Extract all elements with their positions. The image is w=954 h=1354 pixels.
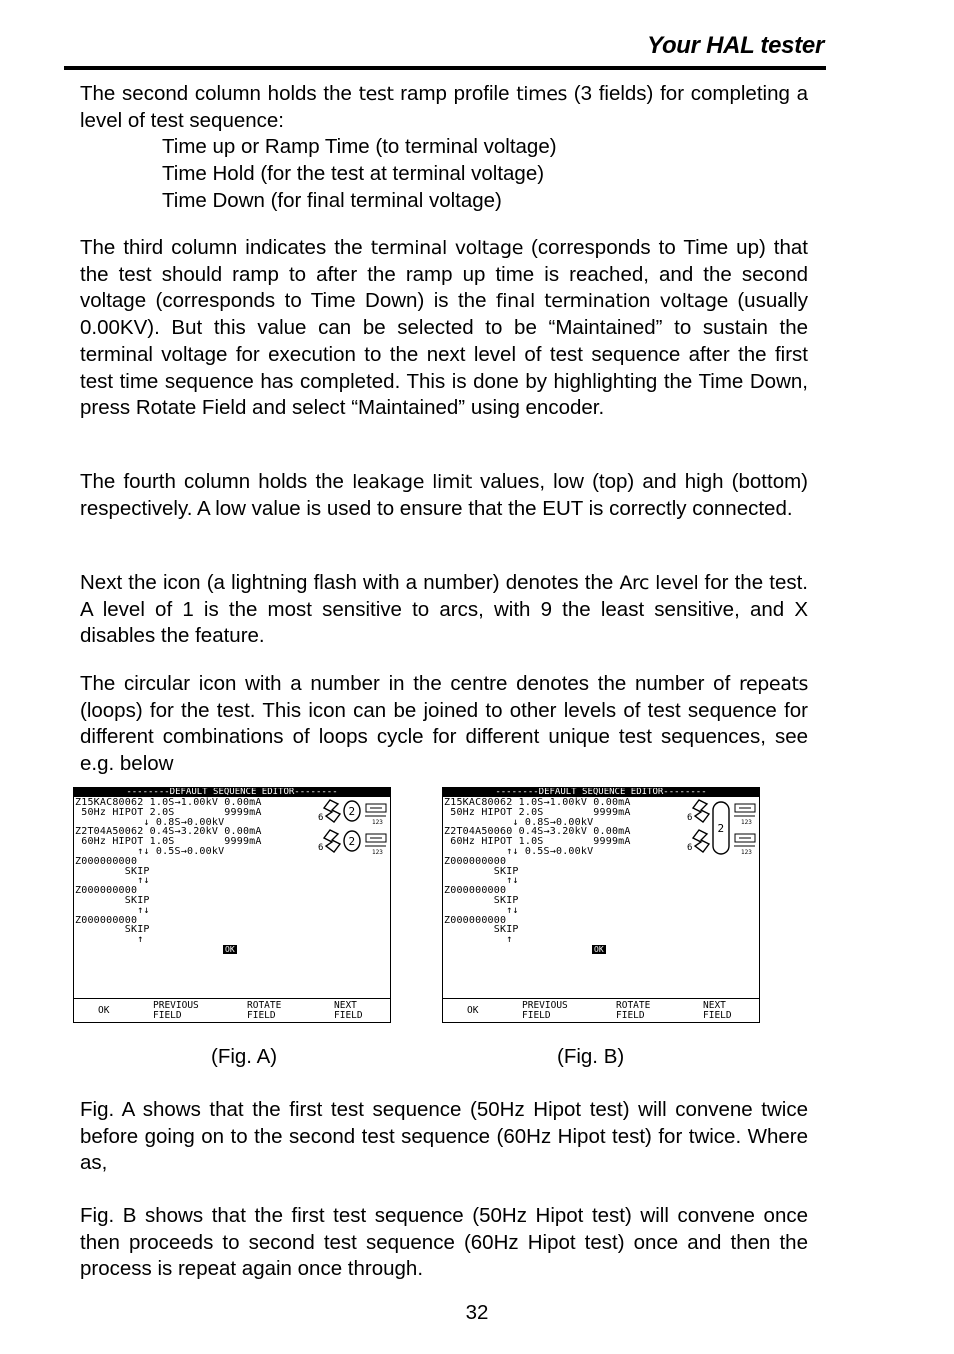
paragraph-fig-a-explanation: Fig. A shows that the first test sequence (50Hz Hipot test) will convene twice before going on to the second test sequence (60Hz Hipot test) for twice. Where as, xyxy=(80,1098,808,1175)
keyword-times: times xyxy=(516,83,568,105)
softkey-next-field[interactable]: NEXT FIELD xyxy=(703,1000,732,1021)
repeat-count-label: 2 xyxy=(717,822,725,835)
sequence-line: ↑↓ xyxy=(444,875,519,887)
header-title: Your HAL tester xyxy=(647,32,824,59)
paragraph-terminal-voltage: The third column indicates the terminal voltage (corresponds to Time up) that the test should ramp to after the ramp up time is reached, and the second voltage (corresponds to Time Down) is the final termination voltage (usually 0.00KV). But this value can be selected to be “Maintained” to sustain the terminal voltage for execution to the next level of test sequence after the first test time sequence has completed. This is done by highlighting the Time Down, press Rotate Field and select “Maintained” using encoder. xyxy=(80,236,808,420)
repeat-count-label: 2 xyxy=(348,805,356,818)
keyword-terminal-voltage: terminal voltage xyxy=(370,237,524,259)
connection-icon xyxy=(365,834,386,856)
keyword-final-termination-voltage: final termination voltage xyxy=(495,290,728,313)
sequence-editor-screen-fig-b xyxy=(442,787,760,1023)
ok-badge[interactable]: OK xyxy=(225,945,235,954)
keyword-repeats: repeats xyxy=(738,673,808,695)
figure-caption-b: (Fig. B) xyxy=(557,1045,625,1068)
svg-text:123: 123 xyxy=(741,849,752,856)
sequence-line: Z2T04A50060 0.4S→3.20kV 0.00mA xyxy=(444,826,631,838)
lightning-arc-icon xyxy=(318,800,340,823)
sequence-line: SKIP xyxy=(75,865,150,877)
sequence-line: 60Hz HIPOT 1.0S 9999mA xyxy=(75,836,262,848)
paragraph-leakage-limit: The fourth column holds the leakage limit values, low (top) and high (bottom) respectively. A low value is used to ensure that the EUT is correctly connected. xyxy=(80,470,808,520)
sequence-line: SKIP xyxy=(444,895,519,906)
svg-text:123: 123 xyxy=(372,819,383,826)
sequence-line: ↑↓ 0.5S→0.00kV xyxy=(75,846,225,857)
arc-level-label: 6 xyxy=(318,843,324,853)
sequence-line: Z15KAC80062 1.0S→1.00kV 0.00mA xyxy=(444,797,631,808)
paragraph-repeats: The circular icon with a number in the centre denotes the number of repeats (loops) for the test. This icon can be joined to other levels of test sequence for different combinations of loops cycle for different unique test sequences, see e.g. below xyxy=(80,672,808,776)
ok-badge[interactable]: OK xyxy=(594,945,604,954)
paragraph-fig-b-explanation: Fig. B shows that the first test sequence (50Hz Hipot test) will convene once then proceeds to second test sequence (60Hz Hipot test) once and then the process is repeat again once through. xyxy=(80,1204,808,1281)
sequence-line: ↑↓ xyxy=(75,904,150,916)
arc-level-label: 6 xyxy=(318,813,324,823)
sequence-line: ↓ 0.8S→0.00kV xyxy=(75,816,225,828)
softkey-bar xyxy=(443,998,759,1022)
softkey-previous-field[interactable]: PREVIOUS FIELD xyxy=(522,1000,568,1021)
sequence-line: ↑↓ xyxy=(75,875,150,887)
sequence-line: Z000000000 xyxy=(75,885,138,897)
sequence-line: SKIP xyxy=(444,924,519,936)
page-header xyxy=(64,28,826,70)
joined-repeat-loop-icon xyxy=(713,802,729,854)
connection-icon xyxy=(734,834,755,856)
softkey-rotate-field[interactable]: ROTATE FIELD xyxy=(247,1000,282,1021)
sequence-line: ↓ 0.8S→0.00kV xyxy=(444,816,594,828)
sequence-line: SKIP xyxy=(75,924,150,936)
repeat-count-label: 2 xyxy=(348,835,356,848)
keyword-arc-level: Arc level xyxy=(619,572,699,594)
svg-text:123: 123 xyxy=(741,819,752,826)
lightning-arc-icon xyxy=(687,800,709,823)
sequence-editor-screen-fig-a xyxy=(73,787,391,1023)
sequence-line: Z000000000 xyxy=(444,885,507,897)
connection-icon xyxy=(734,804,755,826)
paragraph-arc-level: Next the icon (a lightning flash with a number) denotes the Arc level for the test. A level of 1 is the most sensitive to arcs, with 9 the least sensitive, and X disables the feature. xyxy=(80,571,808,648)
softkey-next-field[interactable]: NEXT FIELD xyxy=(334,1000,363,1021)
keyword-leakage-limit: leakage limit xyxy=(352,471,472,493)
list-item: Time Down (for final terminal voltage) xyxy=(162,189,502,212)
lightning-arc-icon xyxy=(318,830,340,853)
repeat-loop-icon xyxy=(344,831,360,851)
list-item: Time Hold (for the test at terminal voltage) xyxy=(162,162,545,185)
softkey-bar xyxy=(74,998,390,1022)
sequence-line: Z000000000 xyxy=(75,914,138,926)
sequence-line: ↑↓ xyxy=(444,904,519,916)
softkey-ok[interactable]: OK xyxy=(98,1005,110,1016)
sequence-line: Z000000000 xyxy=(75,855,138,867)
screen-title: --------DEFAULT SEQUENCE EDITOR-------- xyxy=(74,788,390,797)
figure-caption-a: (Fig. A) xyxy=(211,1045,278,1068)
sequence-line: ↑↓ 0.5S→0.00kV xyxy=(444,846,594,857)
sequence-line: SKIP xyxy=(75,895,150,906)
svg-text:123: 123 xyxy=(372,849,383,856)
softkey-ok[interactable]: OK xyxy=(467,1005,479,1016)
paragraph-test-times: The second column holds the test ramp profile times (3 fields) for completing a level of test sequence: xyxy=(80,82,808,132)
repeat-loop-icon xyxy=(344,801,360,821)
page-number: 32 xyxy=(465,1301,489,1324)
sequence-line: ↑ xyxy=(75,934,144,946)
keyword-test: test xyxy=(358,83,394,105)
sequence-line: 60Hz HIPOT 1.0S 9999mA xyxy=(444,836,631,848)
lightning-arc-icon xyxy=(687,830,709,853)
sequence-line: SKIP xyxy=(444,865,519,877)
sequence-line: 50Hz HIPOT 2.0S 9999mA xyxy=(444,806,631,818)
connection-icon xyxy=(365,804,386,826)
arc-level-label: 6 xyxy=(687,843,693,853)
softkey-previous-field[interactable]: PREVIOUS FIELD xyxy=(153,1000,199,1021)
sequence-line: Z000000000 xyxy=(444,914,507,926)
softkey-rotate-field[interactable]: ROTATE FIELD xyxy=(616,1000,651,1021)
screen-title: --------DEFAULT SEQUENCE EDITOR-------- xyxy=(443,788,759,797)
arc-level-label: 6 xyxy=(687,813,693,823)
sequence-line: 50Hz HIPOT 2.0S 9999mA xyxy=(75,806,262,818)
sequence-line: ↑ xyxy=(444,934,513,946)
test-icons-group xyxy=(318,798,388,862)
sequence-line: Z2T04A50062 0.4S→3.20kV 0.00mA xyxy=(75,826,262,838)
list-item: Time up or Ramp Time (to terminal voltage) xyxy=(162,135,557,158)
sequence-line: Z15KAC80062 1.0S→1.00kV 0.00mA xyxy=(75,797,262,808)
test-icons-group xyxy=(687,798,757,862)
sequence-line: Z000000000 xyxy=(444,855,507,867)
